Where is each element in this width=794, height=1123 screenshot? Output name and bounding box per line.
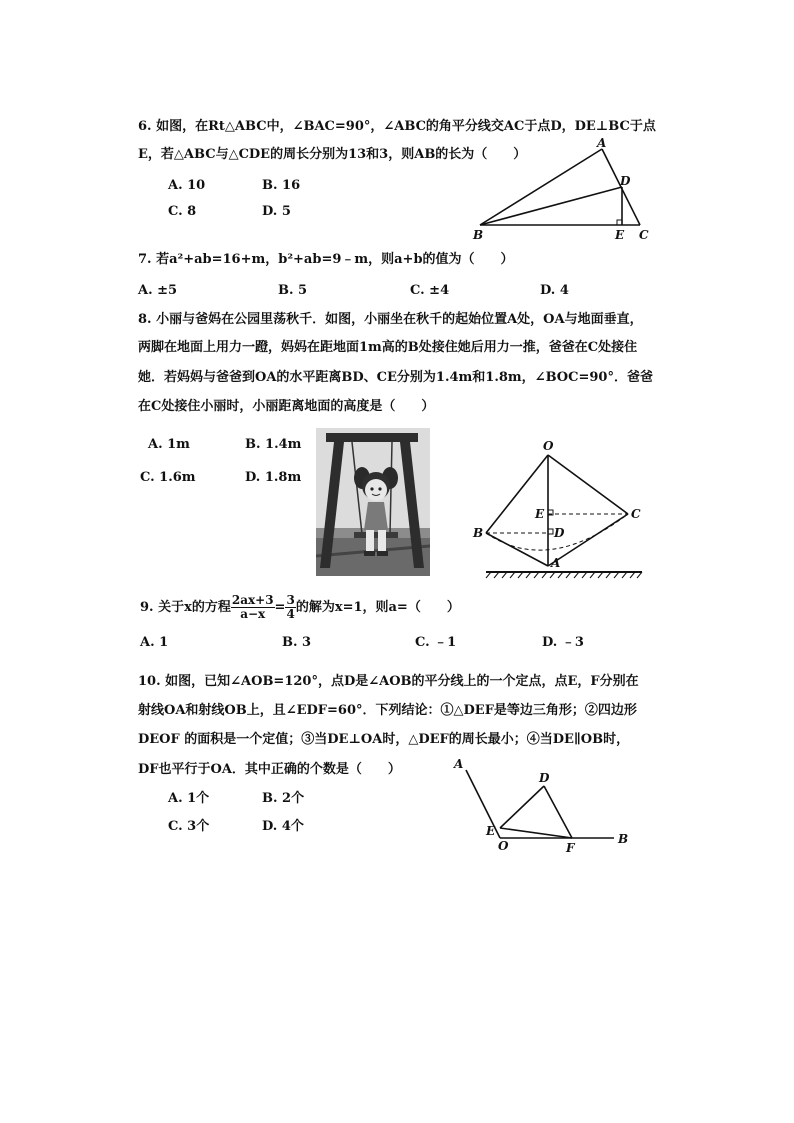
q10-stem-line1: 10. 如图，已知∠AOB=120°，点D是∠AOB的平分线上的一个定点，点E，F分别在 xyxy=(138,674,639,689)
q8-swing-illustration xyxy=(316,428,430,576)
q8-option-a: A. 1m xyxy=(148,437,190,452)
q9-frac-right-denominator: 4 xyxy=(286,607,295,621)
q8-label-a: A xyxy=(551,556,561,570)
q9-fraction-left xyxy=(231,594,275,621)
q8-geometry-figure xyxy=(466,435,656,580)
q8-label-c: C xyxy=(631,507,641,521)
q6-option-b: B. 16 xyxy=(262,178,301,193)
q9-frac-right-numerator: 3 xyxy=(286,593,295,607)
q7-option-d: D. 4 xyxy=(540,283,569,298)
q10-option-d: D. 4个 xyxy=(262,819,304,834)
q6-option-a: A. 10 xyxy=(168,178,206,193)
q9-option-b: B. 3 xyxy=(282,635,312,650)
q7-option-a: A. ±5 xyxy=(138,283,178,298)
q6-option-d: D. 5 xyxy=(262,204,291,219)
q8-option-b: B. 1.4m xyxy=(245,437,302,452)
q8-stem-line3: 她．若妈妈与爸爸到OA的水平距离BD、CE分别为1.4m和1.8m，∠BOC=90°．爸爸 xyxy=(138,370,653,385)
q10-option-a: A. 1个 xyxy=(168,791,210,806)
q10-stem-line4: DF也平行于OA．其中正确的个数是（ ） xyxy=(138,762,401,777)
q8-label-o: O xyxy=(543,439,554,453)
q8-stem-line1: 8. 小丽与爸妈在公园里荡秋千．如图，小丽坐在秋千的起始位置A处，OA与地面垂直， xyxy=(138,312,643,327)
q8-label-e: E xyxy=(535,507,545,521)
q6-option-c: C. 8 xyxy=(168,204,197,219)
q9-equals-sign: = xyxy=(274,600,286,615)
q10-stem-line2: 射线OA和射线OB上，且∠EDF=60°．下列结论：①△DEF是等边三角形；②四边形 xyxy=(138,703,637,718)
q9-stem-prefix: 9. 关于x的方程 xyxy=(140,600,231,615)
q8-option-d: D. 1.8m xyxy=(245,470,302,485)
q10-option-c: C. 3个 xyxy=(168,819,210,834)
q10-label-a: A xyxy=(454,757,464,771)
q10-angle-figure xyxy=(446,752,636,857)
q9-option-c: C. ﹣1 xyxy=(415,635,457,650)
q10-label-f: F xyxy=(566,841,575,855)
q10-label-b: B xyxy=(618,832,629,846)
q8-option-c: C. 1.6m xyxy=(140,470,196,485)
q8-stem-line4: 在C处接住小丽时，小丽距离地面的高度是（ ） xyxy=(138,399,435,414)
q10-label-d: D xyxy=(539,771,550,785)
q10-label-e: E xyxy=(486,824,496,838)
q9-stem xyxy=(140,594,460,622)
q7-option-b: B. 5 xyxy=(278,283,308,298)
q9-frac-left-numerator: 2ax+3 xyxy=(231,593,274,607)
q6-stem-line2: E，若△ABC与△CDE的周长分别为13和3，则AB的长为（ ） xyxy=(138,147,527,162)
q6-label-e: E xyxy=(615,228,625,242)
q10-stem-line3: DEOF 的面积是一个定值；③当DE⊥OA时，△DEF的周长最小；④当DE∥OB时， xyxy=(138,732,630,747)
q9-option-a: A. 1 xyxy=(140,635,169,650)
q6-stem-line1: 6. 如图，在Rt△ABC中，∠BAC=90°，∠ABC的角平分线交AC于点D，DE⊥BC于点 xyxy=(138,119,656,134)
q6-label-b: B xyxy=(473,228,484,242)
q8-label-b: B xyxy=(473,526,484,540)
q9-fraction-right xyxy=(285,594,295,621)
q9-frac-left-denominator: a−x xyxy=(240,607,266,621)
q7-option-c: C. ±4 xyxy=(410,283,450,298)
q9-option-d: D. ﹣3 xyxy=(542,635,584,650)
q10-label-o: O xyxy=(498,839,509,853)
q6-label-a: A xyxy=(597,136,607,150)
q6-label-c: C xyxy=(639,228,649,242)
q8-label-d: D xyxy=(554,526,565,540)
q10-option-b: B. 2个 xyxy=(262,791,305,806)
q7-stem: 7. 若a²+ab=16+m，b²+ab=9﹣m，则a+b的值为（ ） xyxy=(138,252,514,267)
q6-label-d: D xyxy=(620,174,631,188)
q6-triangle-figure xyxy=(465,135,665,245)
q8-stem-line2: 两脚在地面上用力一蹬，妈妈在距地面1m高的B处接住她后用力一推，爸爸在C处接住 xyxy=(138,340,638,355)
q9-stem-suffix: 的解为x=1，则a=（ ） xyxy=(295,600,460,615)
